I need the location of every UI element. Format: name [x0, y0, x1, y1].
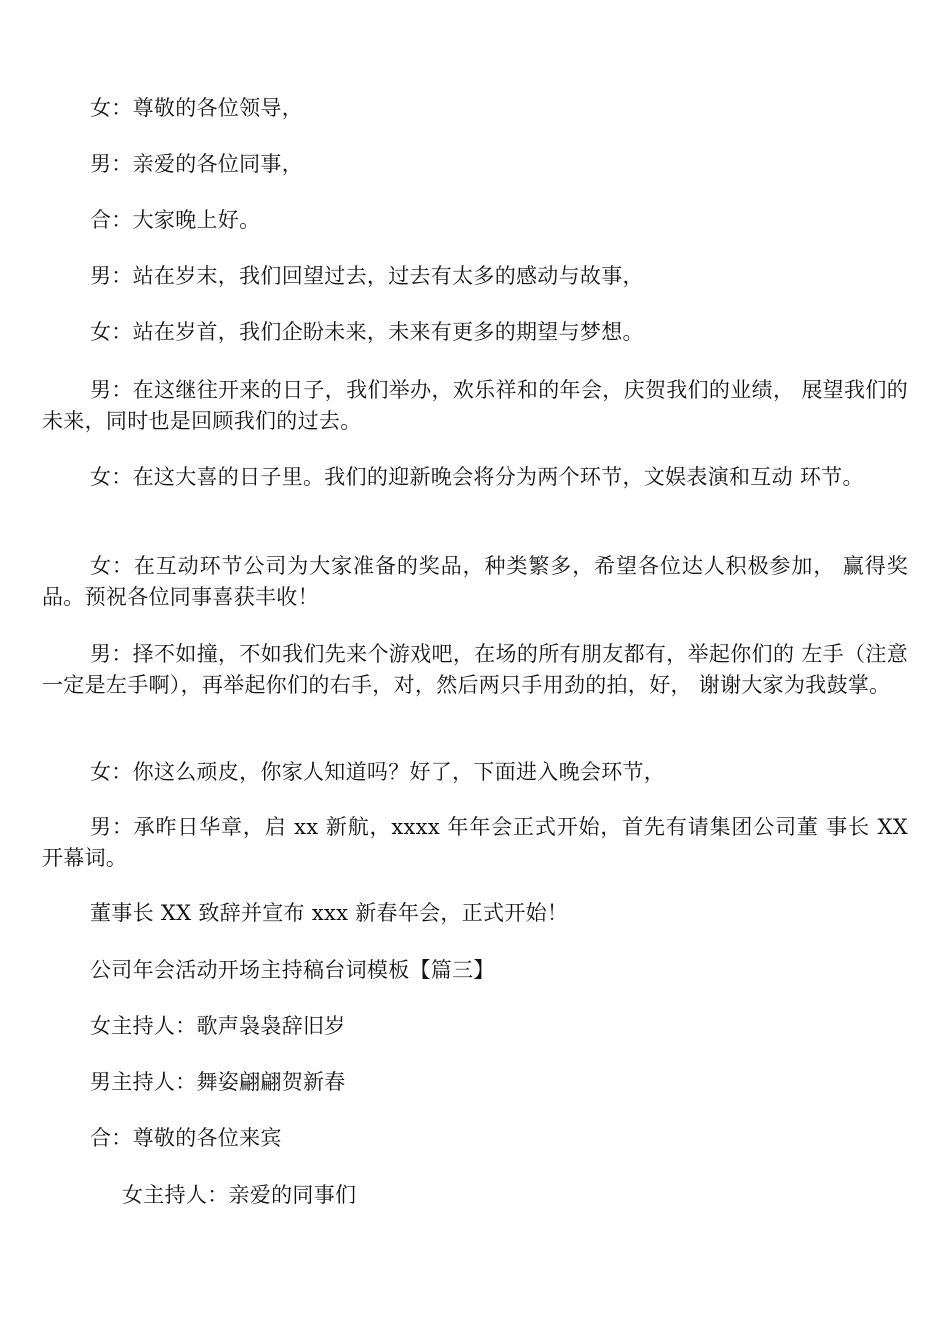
paragraph-14: 女主持人：歌声袅袅辞旧岁: [90, 1014, 346, 1038]
paragraph-8: 女：在互动环节公司为大家准备的奖品，种类繁多，希望各位达人积极参加， 赢得奖品。预祝各位同事喜获丰收！: [42, 554, 908, 609]
paragraph-15: 男主持人：舞姿翩翩贺新春: [90, 1070, 346, 1094]
section-heading: 公司年会活动开场主持稿台词模板【篇三】: [90, 958, 495, 982]
paragraph-10: 女：你这么顽皮，你家人知道吗？好了，下面进入晚会环节，: [90, 760, 666, 784]
paragraph-9: 男：择不如撞，不如我们先来个游戏吧，在场的所有朋友都有，举起你们的 左手（注意一定是左手啊），再举起你们的右手，对，然后两只手用劲的拍，好， 谢谢大家为我鼓掌。: [42, 642, 908, 697]
paragraph-5: 女：站在岁首，我们企盼未来，未来有更多的期望与梦想。: [90, 320, 644, 344]
paragraph-12: 董事长 XX 致辞并宣布 xxx 新春年会，正式开始！: [90, 901, 569, 925]
paragraph-17: 女主持人：亲爱的同事们: [122, 1183, 357, 1207]
paragraph-3: 合：大家晚上好。: [90, 208, 261, 232]
paragraph-11: 男：承昨日华章，启 xx 新航，xxxx 年年会正式开始，首先有请集团公司董 事长 XX 开幕词。: [42, 815, 908, 870]
paragraph-1: 女：尊敬的各位领导，: [90, 96, 303, 120]
paragraph-16: 合：尊敬的各位来宾: [90, 1126, 282, 1150]
paragraph-7: 女：在这大喜的日子里。我们的迎新晚会将分为两个环节，文娱表演和互动 环节。: [90, 465, 864, 489]
paragraph-6: 男：在这继往开来的日子，我们举办，欢乐祥和的年会，庆贺我们的业绩， 展望我们的未来，同时也是回顾我们的过去。: [42, 378, 908, 433]
paragraph-4: 男：站在岁末，我们回望过去，过去有太多的感动与故事，: [90, 264, 644, 288]
paragraph-2: 男：亲爱的各位同事，: [90, 152, 303, 176]
